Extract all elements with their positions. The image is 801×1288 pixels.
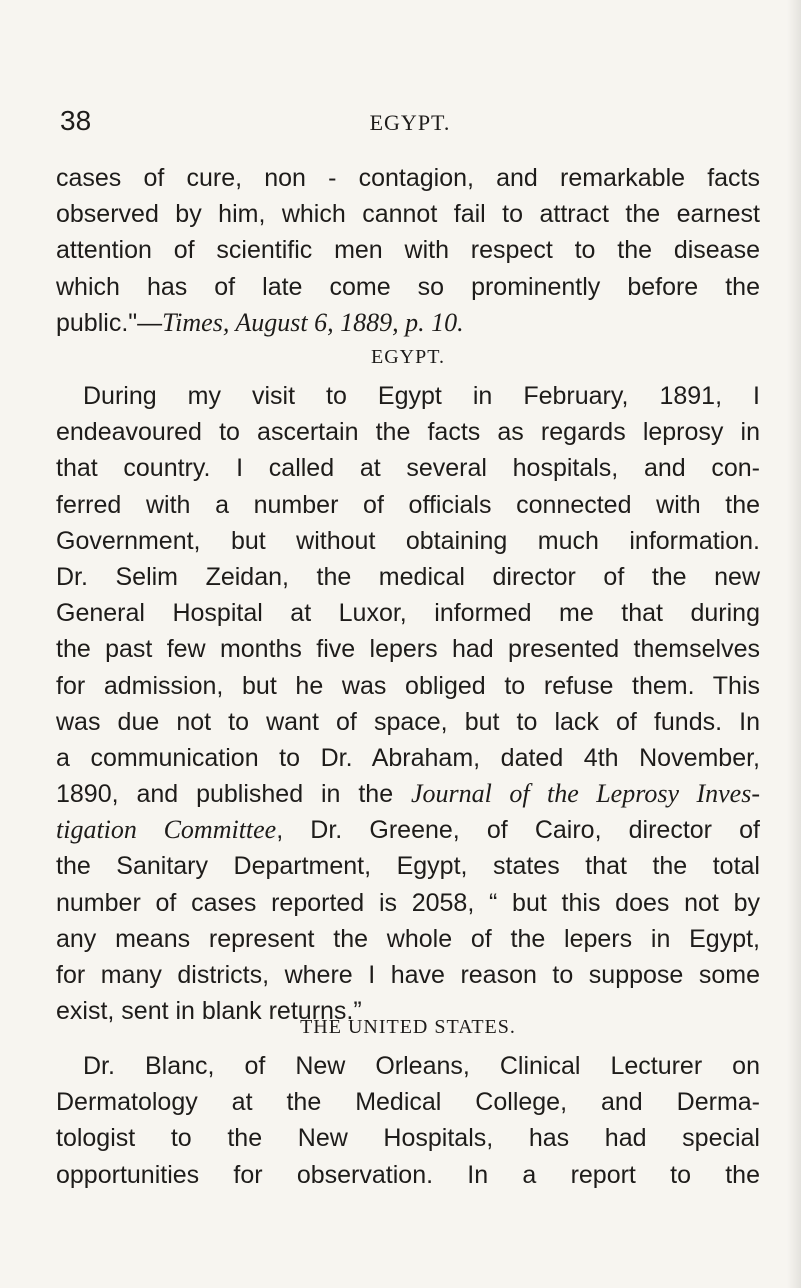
text-run: , Dr. Greene, of Cairo, director of bbox=[276, 816, 760, 845]
text-line: that country. I called at several hospitals, and con- bbox=[56, 454, 760, 483]
text-line: During my visit to Egypt in February, 1891, I bbox=[83, 382, 760, 410]
text-line: endeavoured to ascertain the facts as regards leprosy in bbox=[56, 418, 760, 447]
text-line: the past few months five lepers had presented themselves bbox=[56, 635, 760, 664]
text-line: attention of scientific men with respect to the disease bbox=[56, 236, 760, 265]
text-line: Government, but without obtaining much information. bbox=[56, 526, 760, 555]
text-line: observed by him, which cannot fail to attract the earnest bbox=[56, 200, 760, 229]
quote-end: public."— bbox=[56, 308, 163, 337]
page-number: 38 bbox=[60, 105, 92, 136]
journal-title-cont: tigation Committee bbox=[56, 815, 277, 845]
text-line: Dr. Blanc, of New Orleans, Clinical Lecturer on bbox=[83, 1052, 760, 1080]
text-line: the Sanitary Department, Egypt, states that the total bbox=[56, 852, 760, 881]
journal-title: Journal of the Leprosy Inves- bbox=[411, 779, 760, 809]
passage-united-states bbox=[56, 1048, 760, 1193]
text-line: Dermatology at the Medical College, and Derma- bbox=[56, 1088, 760, 1117]
text-line bbox=[56, 776, 760, 812]
passage-egypt bbox=[56, 378, 760, 1029]
citation: Times, August 6, 1889, p. 10. bbox=[162, 307, 464, 337]
running-head bbox=[60, 103, 760, 139]
text-line: number of cases reported is 2058, “ but this does not by bbox=[56, 888, 760, 917]
text-line bbox=[56, 812, 760, 848]
text-line: exist, sent in blank returns.” bbox=[56, 997, 362, 1026]
text-line: cases of cure, non - contagion, and remarkable facts bbox=[56, 164, 760, 192]
running-title: EGYPT. bbox=[369, 110, 451, 135]
section-heading-egypt: EGYPT. bbox=[371, 346, 445, 368]
page-edge-shadow bbox=[787, 0, 801, 1288]
text-line: tologist to the New Hospitals, has had special bbox=[56, 1124, 760, 1153]
text-line: a communication to Dr. Abraham, dated 4th November, bbox=[56, 743, 760, 772]
text-line: which has of late come so prominently before the bbox=[56, 272, 760, 301]
text-run: 1890, and published in the bbox=[56, 780, 411, 809]
passage-continuation bbox=[56, 160, 760, 341]
text-line: any means represent the whole of the lepers in Egypt, bbox=[56, 924, 760, 953]
text-line-citation bbox=[56, 305, 760, 341]
text-line: General Hospital at Luxor, informed me that during bbox=[56, 599, 760, 628]
text-line: ferred with a number of officials connected with the bbox=[56, 490, 760, 519]
text-line: Dr. Selim Zeidan, the medical director of the new bbox=[56, 562, 760, 591]
text-line: for many districts, where I have reason to suppose some bbox=[56, 961, 760, 989]
text-line: opportunities for observation. In a report to the bbox=[56, 1160, 760, 1189]
text-line: was due not to want of space, but to lack of funds. In bbox=[56, 707, 760, 736]
section-heading-united-states: THE UNITED STATES. bbox=[300, 1016, 516, 1038]
text-line: for admission, but he was obliged to refuse them. This bbox=[56, 671, 760, 700]
